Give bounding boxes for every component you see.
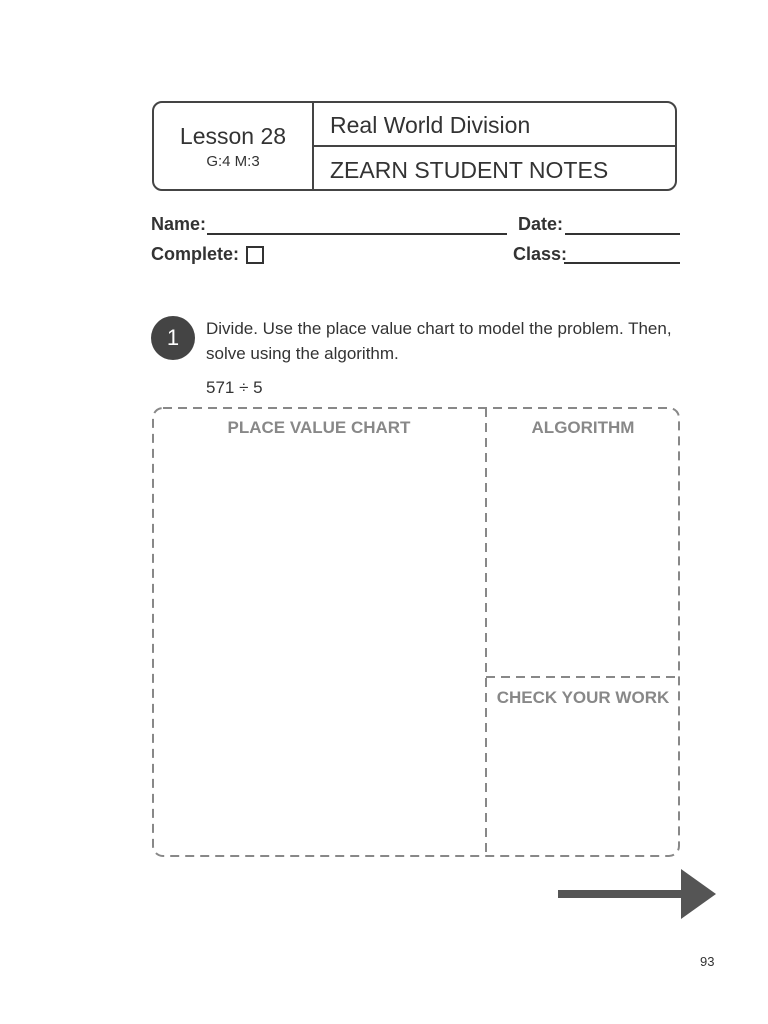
- date-field[interactable]: [565, 233, 680, 235]
- notes-title: ZEARN STUDENT NOTES: [330, 157, 609, 183]
- class-field[interactable]: [564, 262, 680, 264]
- problem-expression: 571 ÷ 5: [206, 378, 263, 397]
- name-label: Name:: [151, 214, 207, 234]
- algorithm-label: ALGORITHM: [531, 418, 635, 437]
- arrow-right-icon[interactable]: [558, 868, 718, 920]
- class-label: Class:: [513, 244, 568, 264]
- lesson-title: Real World Division: [314, 103, 675, 147]
- complete-label: Complete:: [151, 244, 240, 264]
- complete-checkbox[interactable]: [246, 246, 264, 264]
- check-your-work-label: CHECK YOUR WORK: [496, 688, 670, 707]
- page-number: 93: [700, 954, 715, 969]
- lesson-cell: [154, 103, 314, 189]
- problem-number-badge: 1: [151, 316, 195, 360]
- dashed-work-frame: [152, 407, 680, 857]
- place-value-chart-label: PLACE VALUE CHART: [227, 418, 411, 437]
- name-field[interactable]: [207, 233, 507, 235]
- date-label: Date:: [518, 214, 564, 234]
- lesson-header: [152, 101, 677, 191]
- problem-instruction: Divide. Use the place value chart to model the problem. Then, solve using the algorithm.: [206, 319, 672, 363]
- lesson-code: G:4 M:3: [206, 153, 260, 170]
- lesson-number: Lesson 28: [179, 123, 287, 149]
- work-area: [152, 407, 680, 857]
